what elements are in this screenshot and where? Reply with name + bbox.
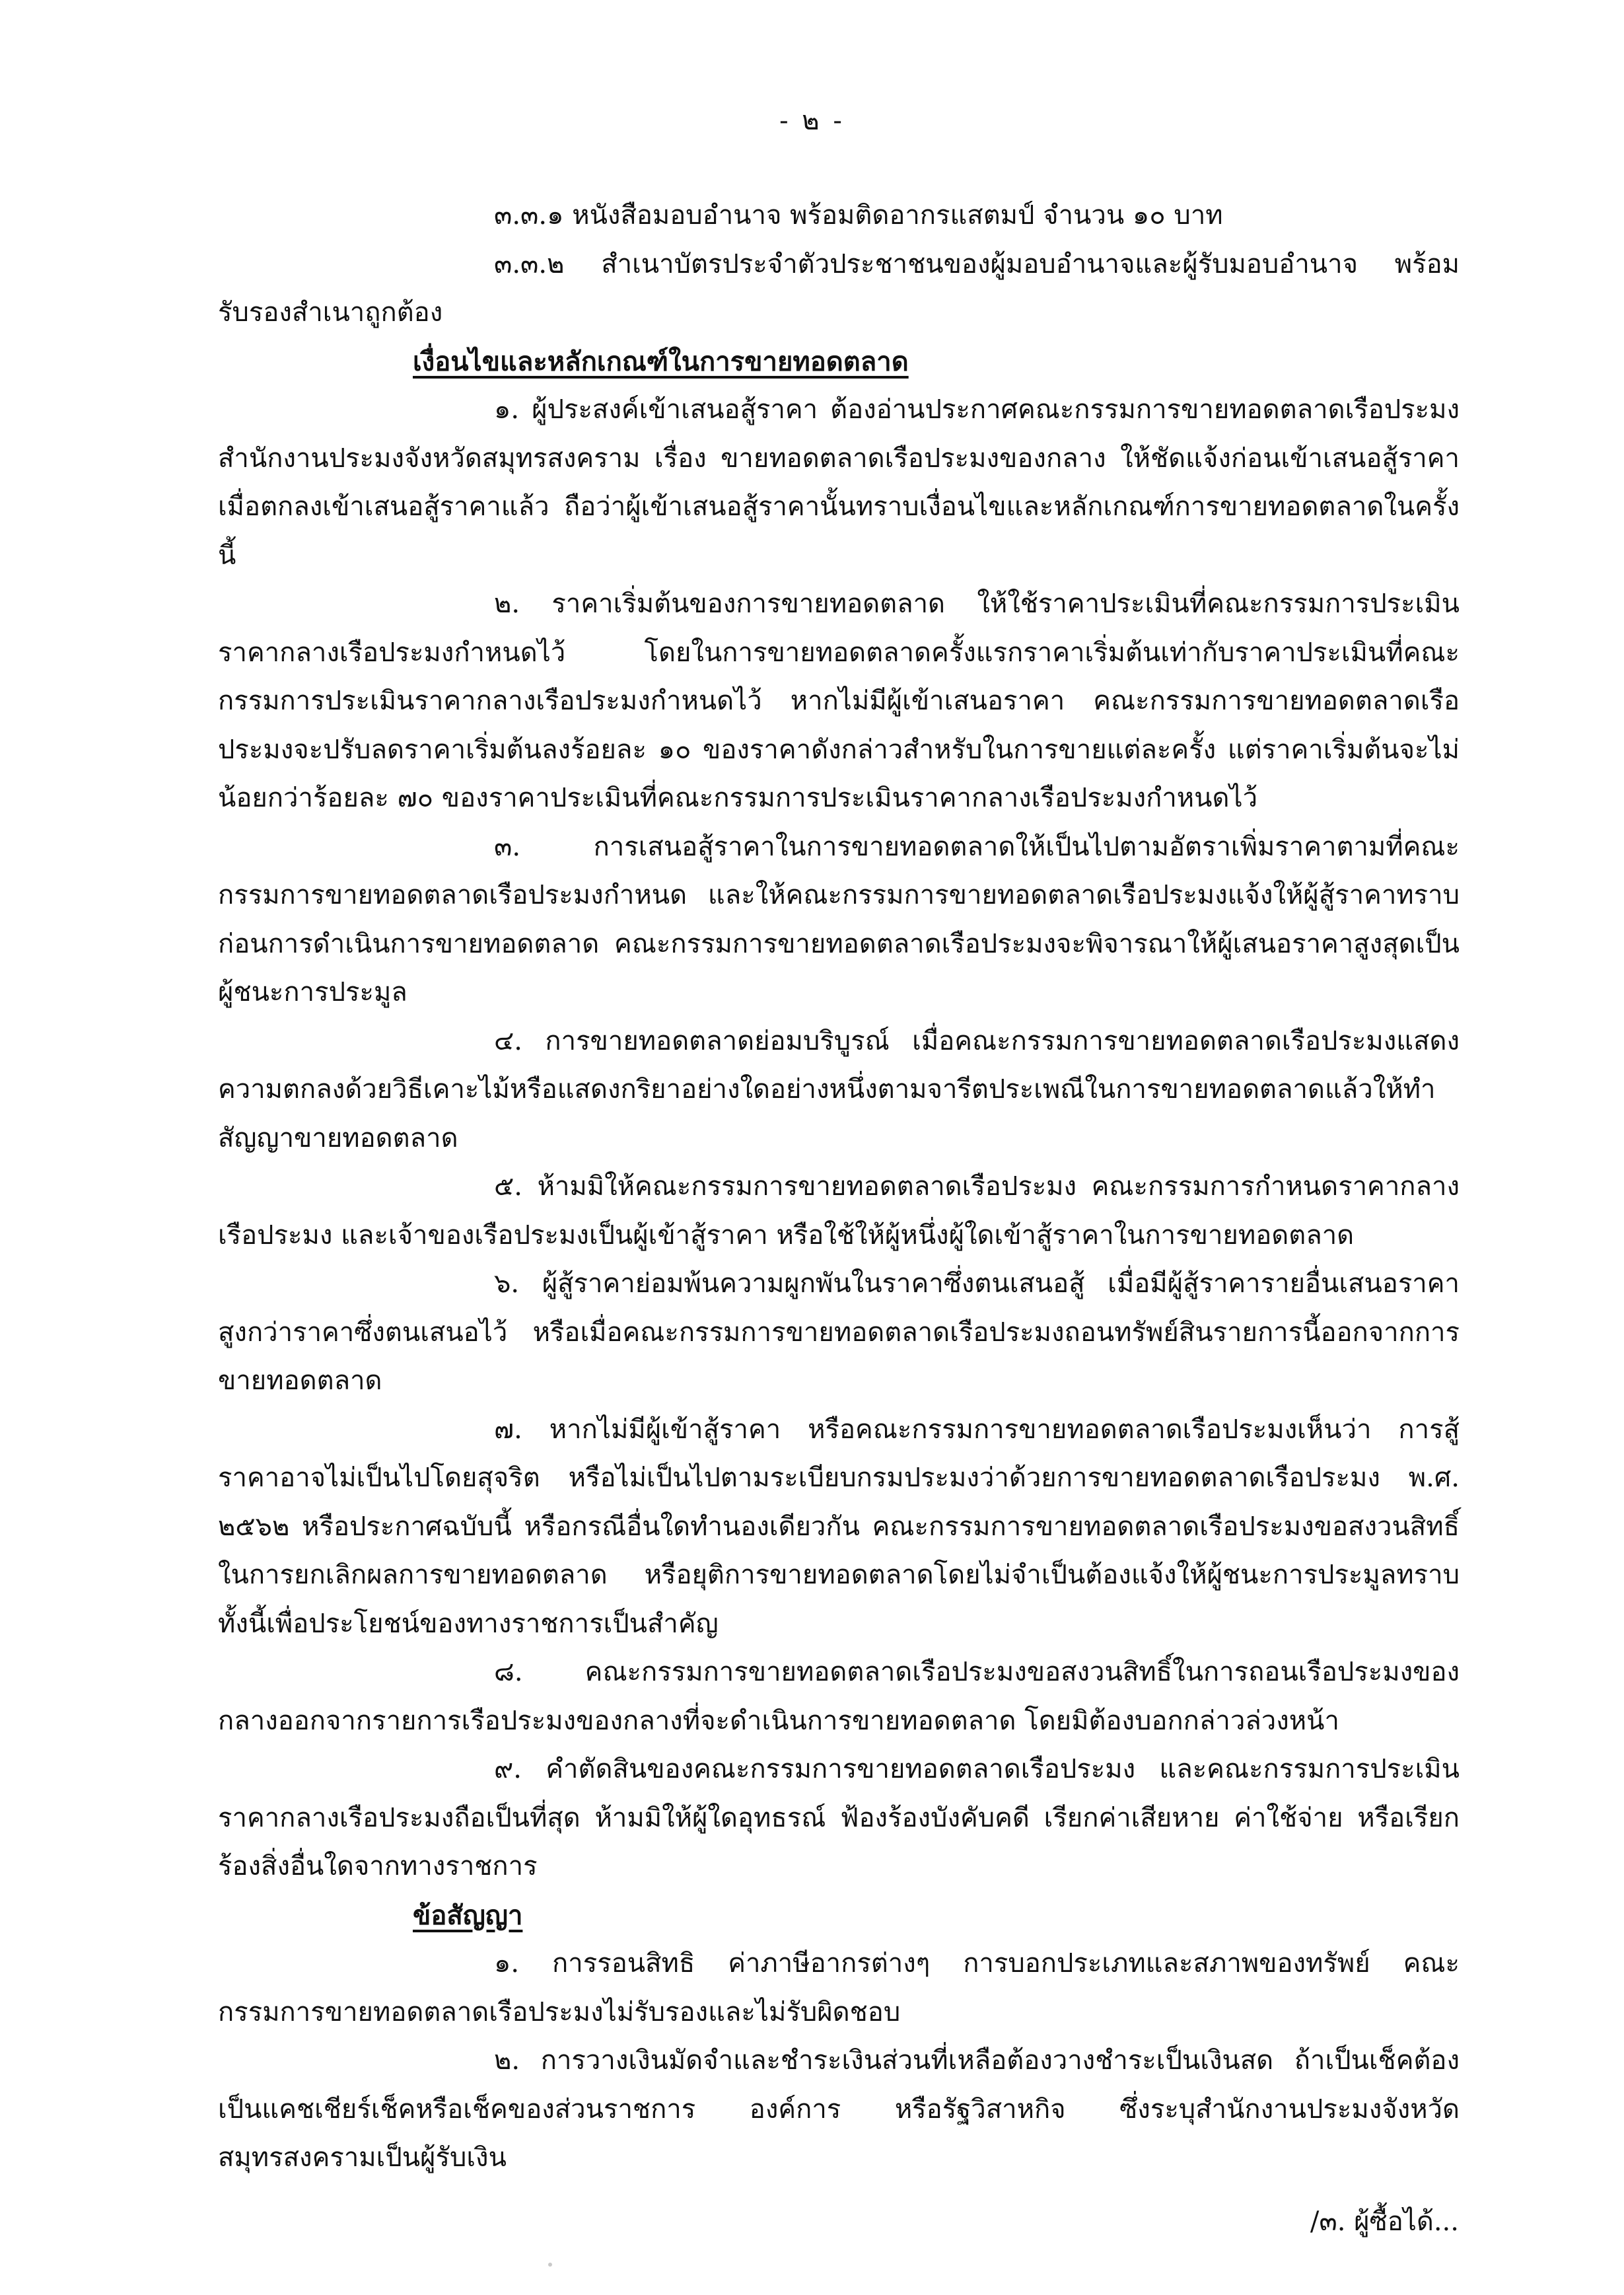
conditions-heading: เงื่อนไขและหลักเกณฑ์ในการขายทอดตลาด xyxy=(413,346,909,377)
page-number: - ๒ - xyxy=(779,106,845,136)
term-paragraph: ๑. การรอนสิทธิ ค่าภาษีอากรต่างๆ การบอกประเภทและสภาพของทรัพย์ คณะกรรมการขายทอดตลาดเรือประมงไม่รับรองและไม่รับผิดชอบ xyxy=(218,1948,1460,2027)
document-body xyxy=(218,192,1460,2183)
condition-paragraph: ๖. ผู้สู้ราคาย่อมพ้นความผูกพันในราคาซึ่งตนเสนอสู้ เมื่อมีผู้สู้ราคารายอื่นเสนอราคาสูงกว่าราคาซึ่งตนเสนอไว้ หรือเมื่อคณะกรรมการขายทอดตลาดเรือประมงถอนทรัพย์สินรายการนี้ออกจากการขายทอดตลาด xyxy=(218,1268,1460,1396)
condition-paragraph: ๙. คำตัดสินของคณะกรรมการขายทอดตลาดเรือประมง และคณะกรรมการประเมินราคากลางเรือประมงถือเป็นที่สุด ห้ามมิให้ผู้ใดอุทธรณ์ ฟ้องร้องบังคับคดี เรียกค่าเสียหาย ค่าใช้จ่าย หรือเรียกร้องสิ่งอื่นใดจากทางราชการ xyxy=(218,1754,1460,1881)
condition-paragraph: ๔. การขายทอดตลาดย่อมบริบูรณ์ เมื่อคณะกรรมการขายทอดตลาดเรือประมงแสดงความตกลงด้วยวิธีเคาะไม้หรือแสดงกริยาอย่างใดอย่างหนึ่งตามจารีตประเพณีในการขายทอดตลาดแล้วให้ทำสัญญาขายทอดตลาด xyxy=(218,1025,1460,1153)
terms-heading: ข้อสัญญา xyxy=(413,1899,523,1931)
scan-speck xyxy=(548,2263,552,2267)
condition-paragraph: ๘. คณะกรรมการขายทอดตลาดเรือประมงขอสงวนสิทธิ์ในการถอนเรือประมงของกลางออกจากรายการเรือประมงของกลางที่จะดำเนินการขายทอดตลาด โดยมิต้องบอกกล่าวล่วงหน้า xyxy=(218,1657,1460,1736)
condition-paragraph: ๗. หากไม่มีผู้เข้าสู้ราคา หรือคณะกรรมการขายทอดตลาดเรือประมงเห็นว่า การสู้ราคาอาจไม่เป็นไปโดยสุจริต หรือไม่เป็นไปตามระเบียบกรมประมงว่าด้วยการขายทอดตลาดเรือประมง พ.ศ. ๒๕๖๒ หรือประกาศฉบับนี้ หรือกรณีอื่นใดทำนองเดียวกัน คณะกรรมการขายทอดตลาดเรือประมงขอสงวนสิทธิ์ในการยกเลิกผลการขายทอดตลาด หรือยุติการขายทอดตลาดโดยไม่จำเป็นต้องแจ้งให้ผู้ชนะการประมูลทราบทั้งนี้เพื่อประโยชน์ของทางราชการเป็นสำคัญ xyxy=(218,1414,1460,1639)
next-page-reference: /๓. ผู้ซื้อได้... xyxy=(1310,2206,1459,2237)
condition-paragraph: ๒. ราคาเริ่มต้นของการขายทอดตลาด ให้ใช้ราคาประเมินที่คณะกรรมการประเมินราคากลางเรือประมงกำหนดไว้ โดยในการขายทอดตลาดครั้งแรกราคาเริ่มต้นเท่ากับราคาประเมินที่คณะกรรมการประเมินราคากลางเรือประมงกำหนดไว้ หากไม่มีผู้เข้าเสนอราคา คณะกรรมการขายทอดตลาดเรือประมงจะปรับลดราคาเริ่มต้นลงร้อยละ ๑๐ ของราคาดังกล่าวสำหรับในการขายแต่ละครั้ง แต่ราคาเริ่มต้นจะไม่น้อยกว่าร้อยละ ๗๐ ของราคาประเมินที่คณะกรรมการประเมินราคากลางเรือประมงกำหนดไว้ xyxy=(218,589,1460,813)
condition-paragraph: ๓. การเสนอสู้ราคาในการขายทอดตลาดให้เป็นไปตามอัตราเพิ่มราคาตามที่คณะกรรมการขายทอดตลาดเรือประมงกำหนด และให้คณะกรรมการขายทอดตลาดเรือประมงแจ้งให้ผู้สู้ราคาทราบก่อนการดำเนินการขายทอดตลาด คณะกรรมการขายทอดตลาดเรือประมงจะพิจารณาให้ผู้เสนอราคาสูงสุดเป็นผู้ชนะการประมูล xyxy=(218,831,1460,1007)
item-3-3-2: ๓.๓.๒ สำเนาบัตรประจำตัวประชาชนของผู้มอบอำนาจและผู้รับมอบอำนาจ พร้อมรับรองสำเนาถูกต้อง xyxy=(218,248,1460,328)
term-paragraph: ๒. การวางเงินมัดจำและชำระเงินส่วนที่เหลือต้องวางชำระเป็นเงินสด ถ้าเป็นเช็คต้องเป็นแคชเชียร์เช็คหรือเช็คของส่วนราชการ องค์การ หรือรัฐวิสาหกิจ ซึ่งระบุสำนักงานประมงจังหวัดสมุทรสงครามเป็นผู้รับเงิน xyxy=(218,2045,1460,2173)
condition-paragraph: ๕. ห้ามมิให้คณะกรรมการขายทอดตลาดเรือประมง คณะกรรมการกำหนดราคากลางเรือประมง และเจ้าของเรือประมงเป็นผู้เข้าสู้ราคา หรือใช้ให้ผู้หนึ่งผู้ใดเข้าสู้ราคาในการขายทอดตลาด xyxy=(218,1171,1460,1251)
condition-paragraph: ๑. ผู้ประสงค์เข้าเสนอสู้ราคา ต้องอ่านประกาศคณะกรรมการขายทอดตลาดเรือประมง สำนักงานประมงจังหวัดสมุทรสงคราม เรื่อง ขายทอดตลาดเรือประมงของกลาง ให้ชัดแจ้งก่อนเข้าเสนอสู้ราคา เมื่อตกลงเข้าเสนอสู้ราคาแล้ว ถือว่าผู้เข้าเสนอสู้ราคานั้นทราบเงื่อนไขและหลักเกณฑ์การขายทอดตลาดในครั้งนี้ xyxy=(218,394,1460,571)
item-3-3-1: ๓.๓.๑ หนังสือมอบอำนาจ พร้อมติดอากรแสตมป์ จำนวน ๑๐ บาท xyxy=(494,200,1223,231)
